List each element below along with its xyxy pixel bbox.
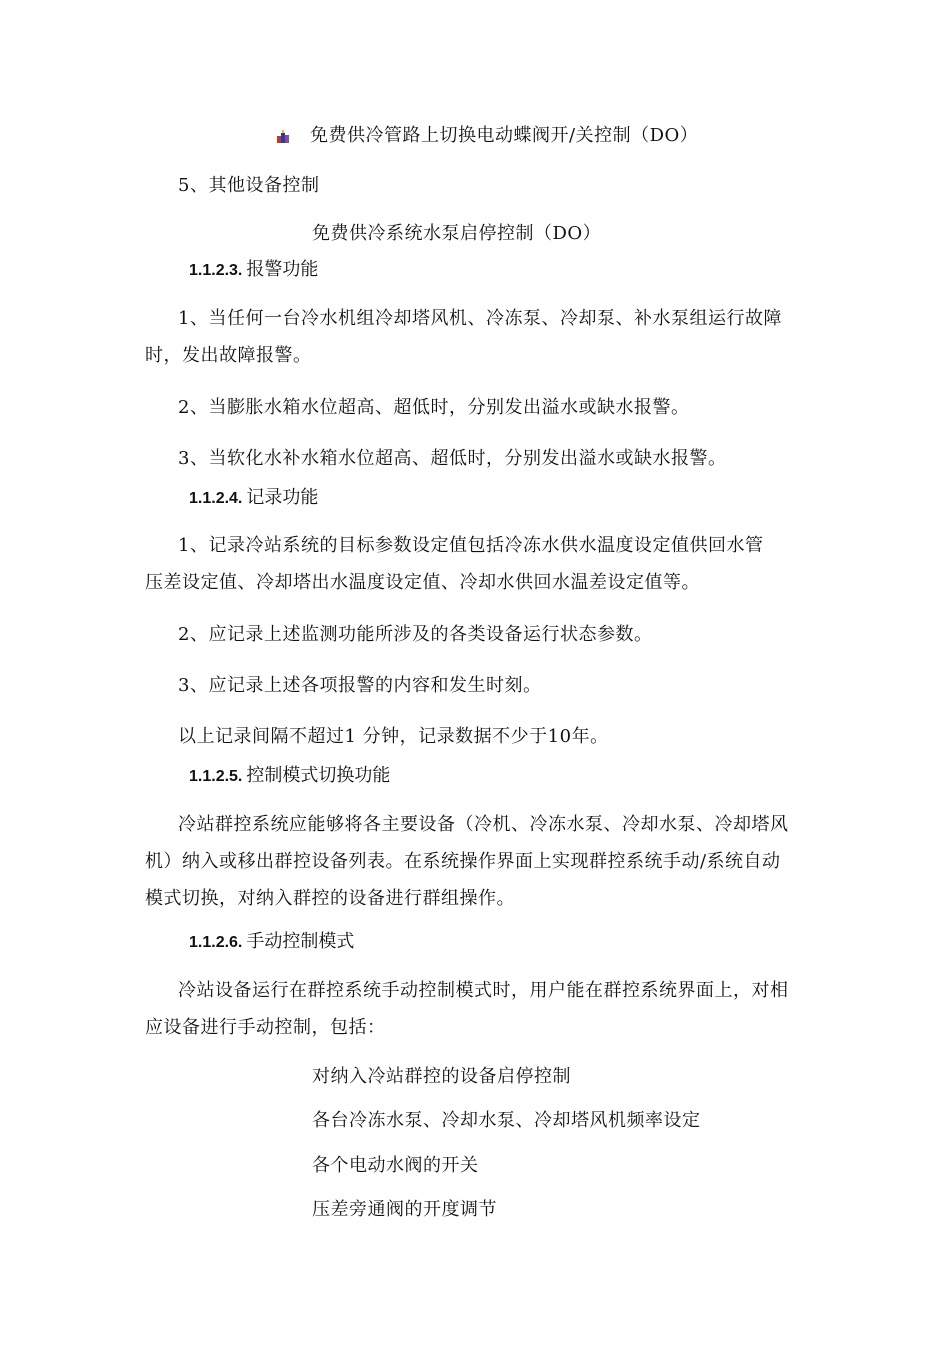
paragraph-line: 以上记录间隔不超过1 分钟，记录数据不少于10年。 [178,726,609,747]
section-heading-alarm [189,258,318,283]
paragraph-line: 冷站设备运行在群控系统手动控制模式时，用户能在群控系统界面上，对相 [178,980,789,1001]
section-number: 1.1.2.3. [189,262,243,279]
item-5: 5、其他设备控制 [178,175,320,196]
section-number: 1.1.2.5. [189,768,243,785]
list-item: 各个电动水阀的开关 [312,1155,479,1176]
section-title: 报警功能 [246,259,319,280]
list-item: 压差旁通阀的开度调节 [312,1199,497,1220]
paragraph-line: 3、当软化水补水箱水位超高、超低时，分别发出溢水或缺水报警。 [178,448,727,469]
section-number: 1.1.2.4. [189,490,243,507]
paragraph-line: 3、应记录上述各项报警的内容和发生时刻。 [178,675,542,696]
paragraph-line: 应设备进行手动控制，包括： [145,1017,386,1038]
paragraph-line: 机）纳入或移出群控设备列表。在系统操作界面上实现群控系统手动/系统自动 [145,851,781,872]
bullet-icon [276,130,290,144]
paragraph-line: 压差设定值、冷却塔出水温度设定值、冷却水供回水温差设定值等。 [145,572,700,593]
paragraph-line: 2、当膨胀水箱水位超高、超低时，分别发出溢水或缺水报警。 [178,397,690,418]
paragraph-line: 1、当任何一台冷水机组冷却塔风机、冷冻泵、冷却泵、补水泵组运行故障 [178,308,782,329]
section-title: 控制模式切换功能 [246,765,391,786]
list-item: 对纳入冷站群控的设备启停控制 [312,1066,571,1087]
section-heading-record [189,486,318,511]
section-heading-mode [189,764,390,789]
item-5-sub: 免费供冷系统水泵启停控制（DO） [312,223,602,244]
paragraph-line: 1、记录冷站系统的目标参数设定值包括冷冻水供水温度设定值供回水管 [178,535,764,556]
paragraph-line: 时，发出故障报警。 [145,345,312,366]
paragraph-line: 模式切换，对纳入群控的设备进行群组操作。 [145,888,515,909]
bullet-line: 免费供冷管路上切换电动蝶阀开/关控制（DO） [310,125,699,146]
section-title: 手动控制模式 [246,931,355,952]
section-title: 记录功能 [246,487,319,508]
paragraph-line: 2、应记录上述监测功能所涉及的各类设备运行状态参数。 [178,624,653,645]
section-heading-manual [189,930,354,955]
list-item: 各台冷冻水泵、冷却水泵、冷却塔风机频率设定 [312,1110,701,1131]
paragraph-line: 冷站群控系统应能够将各主要设备（冷机、冷冻水泵、冷却水泵、冷却塔风 [178,814,789,835]
section-number: 1.1.2.6. [189,934,243,951]
